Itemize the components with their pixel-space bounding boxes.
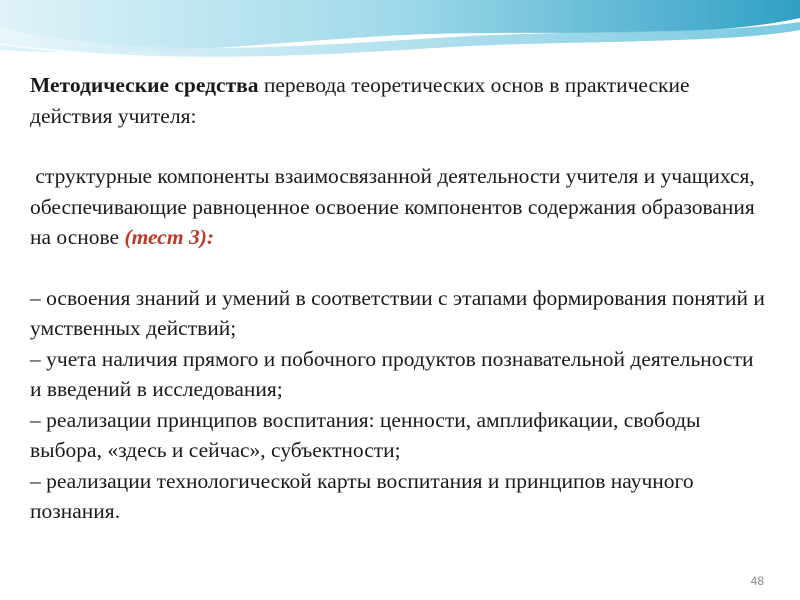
heading-rest: перевода теоретических основ в практические действия учителя:: [30, 73, 695, 128]
definition-paragraph: [30, 161, 770, 253]
header-wave-decoration: [0, 0, 800, 70]
page-number: 48: [750, 574, 764, 588]
list-item: – учета наличия прямого и побочного продуктов познавательной деятельности и введений в исследования;: [30, 346, 759, 401]
heading-paragraph: [30, 70, 770, 131]
definition-text: структурные компоненты взаимосвязанной деятельности учителя и учащихся, обеспечивающие равноценное освоение компонентов содержания образования на основе: [30, 164, 761, 249]
test-reference: (тест 3):: [124, 225, 215, 249]
list-item: – реализации технологической карты воспитания и принципов научного познания.: [30, 468, 699, 523]
slide-body: [30, 70, 770, 527]
list-item: – реализации принципов воспитания: ценности, амплификации, свободы выбора, «здесь и сейчас», субъектности;: [30, 407, 706, 462]
heading-bold: Методические средства: [30, 73, 259, 97]
list-item: – освоения знаний и умений в соответствии с этапами формирования понятий и умственных действий;: [30, 285, 771, 340]
